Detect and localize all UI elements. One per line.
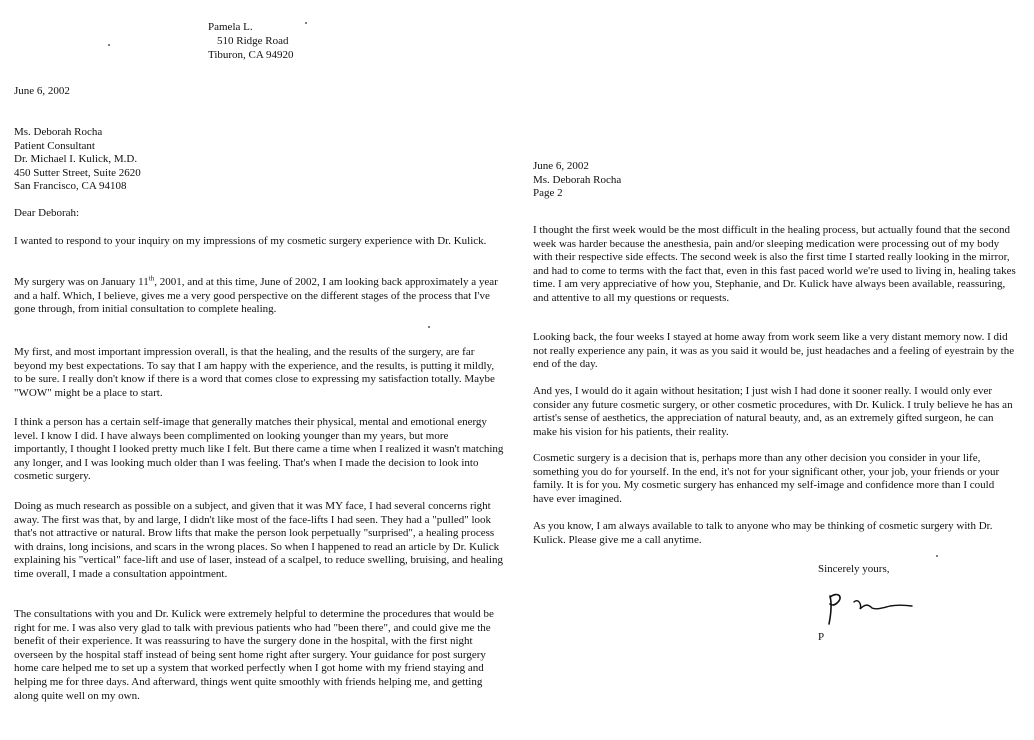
salutation: Dear Deborah: <box>14 207 80 219</box>
scan-speck <box>936 555 938 557</box>
paragraph: And yes, I would do it again without hesitation; I just wish I had done it sooner really. I would only ever consider any future cosmetic surgery, or other cosmetic procedures, with Dr. Kulick. I truly believe he has an artist's sense of aesthetics, the appreciation of natural beauty, and, as an extremely gifted surgeon, he can make his vision for his patients, their reality. <box>533 385 1013 438</box>
sender-street: 510 Ridge Road <box>217 35 289 47</box>
recipient-address <box>14 126 141 194</box>
closing: Sincerely yours, <box>818 563 890 575</box>
paragraph: I wanted to respond to your inquiry on my impressions of my cosmetic surgery experience with Dr. Kulick. <box>14 235 487 247</box>
paragraph: Looking back, the four weeks I stayed at home away from work seem like a very distant memory now. I did not really experience any pain, it was as you said it would be, just headaches and a feeling of eyestrain by the end of the day. <box>533 331 1015 371</box>
page2-header <box>533 160 621 201</box>
recipient-city: San Francisco, CA 94108 <box>14 180 127 192</box>
sender-city: Tiburon, CA 94920 <box>208 49 294 61</box>
scan-speck <box>428 326 430 328</box>
page-number: Page 2 <box>533 187 563 199</box>
scan-speck <box>305 22 307 24</box>
paragraph-text: My surgery was on January 11 <box>14 276 149 288</box>
paragraph: My first, and most important impression overall, is that the healing, and the results of the surgery, are far beyond my best expectations. To say that I am happy with the experience, and the results, is putting it mildly, to be sure. I really don't know if there is a word that comes close to expressing my satisfaction totally. Maybe "WOW" might be a place to start. <box>14 346 495 399</box>
scan-speck <box>108 44 110 46</box>
recipient-name: Ms. Deborah Rocha <box>14 126 103 138</box>
signer-initial: P <box>818 631 825 643</box>
recipient-title: Patient Consultant <box>14 139 95 152</box>
paragraph <box>14 276 504 317</box>
handwritten-signature <box>820 588 920 628</box>
recipient-doctor: Dr. Michael I. Kulick, M.D. <box>14 153 138 165</box>
paragraph: The consultations with you and Dr. Kulick were extremely helpful to determine the procedures that would be right for me. I was also very glad to talk with previous patients who had "been there", and could give me the benefit of their experience. It was reassuring to have the surgery done in the hospital, with the first night overseen by the hospital staff instead of being sent home right after surgery. Your guidance for post surgery home care helped me to set up a system that worked perfectly when I got home with my friend staying and helping me for three days. And afterward, things went quite smoothly with friends helping me, and getting along quite well on my own. <box>14 608 494 702</box>
letter-date: June 6, 2002 <box>14 85 70 97</box>
ordinal-suffix: th <box>148 274 155 283</box>
paragraph: As you know, I am always available to talk to anyone who may be thinking of cosmetic surgery with Dr. Kulick. Please give me a call anytime. <box>533 520 993 546</box>
sender-name: Pamela L. <box>208 21 253 33</box>
paragraph: Cosmetic surgery is a decision that is, perhaps more than any other decision you consider in your life, something you do for yourself. In the end, it's not for your significant other, your job, your friends or your family. It is for you. My cosmetic surgery has enhanced my self-image and confidence more than I could have ever imagined. <box>533 452 1000 505</box>
paragraph: I thought the first week would be the most difficult in the healing process, but actually found that the second week was harder because the anesthesia, pain and/or sleeping medication were processing out of my body with their respective side effects. The second week is also the first time I started really looking in the mirror, and had to come to terms with the fact that, even in this fast paced world we're used to living in, healing takes time. I am very appreciative of how you, Stephanie, and Dr. Kulick have always been available, reassuring, and attentive to all my questions or requests. <box>533 224 1016 304</box>
paragraph: Doing as much research as possible on a subject, and given that it was MY face, I had several concerns right away. The first was that, by and large, I didn't like most of the face-lifts I had seen. They had a "pulled" look that's not attractive or natural. Brow lifts that make the person look perpetually "surprised", a healing process with drains, long incisions, and scars in the wrong places. So when I happened to read an article by Dr. Kulick explaining his "vertical" face-lift and use of laser, instead of a scalpel, to reduce swelling, bruising, and healing time overall, I made a consultation appointment. <box>14 500 504 580</box>
page2-date: June 6, 2002 <box>533 160 589 172</box>
sender-address <box>208 20 293 62</box>
paragraph: I think a person has a certain self-image that generally matches their physical, mental and emotional energy level. I know I did. I have always been complimented on looking younger than my years, but more importantly, I thought I looked pretty much like I felt. But there came a time when I realized it wasn't matching any longer, and I was looking much older than I was feeling. That's when I made the decision to look into cosmetic surgery. <box>14 416 504 483</box>
recipient-street: 450 Sutter Street, Suite 2620 <box>14 166 141 179</box>
page2-recipient: Ms. Deborah Rocha <box>533 173 622 186</box>
paragraph-text: , 2001, and at this time, June of 2002, I am looking back approximately a year and a half. Which, I believe, gives me a very good perspective on the different stages of the process that I've gone through, from initial consultation to complete healing. <box>14 276 498 316</box>
